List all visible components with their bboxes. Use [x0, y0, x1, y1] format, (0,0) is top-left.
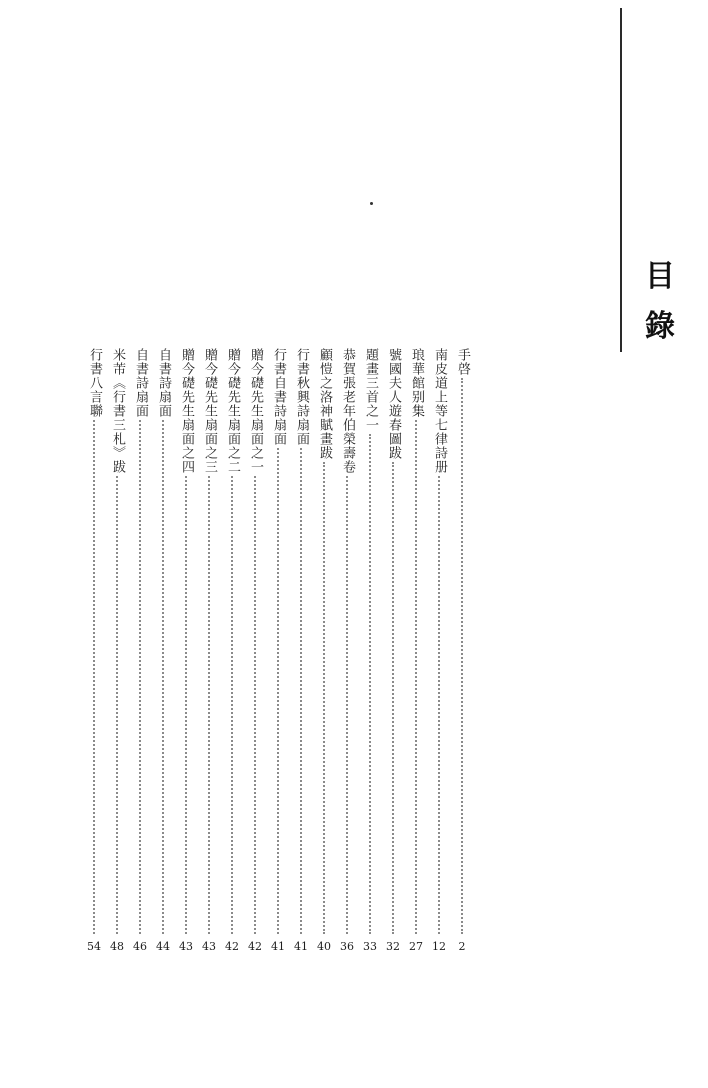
toc-entry[interactable]: [269, 348, 287, 954]
entry-page: 43: [202, 940, 216, 953]
entry-page: 42: [248, 940, 262, 953]
entry-page: 27: [409, 940, 423, 953]
heading-char-2: 錄: [645, 309, 675, 344]
toc-entry[interactable]: [407, 348, 425, 954]
entry-page: 36: [340, 940, 354, 953]
entry-page: 2: [458, 940, 466, 953]
dot-leader: [277, 448, 279, 934]
entry-page: 32: [386, 940, 400, 953]
toc-entry[interactable]: [430, 348, 448, 954]
entry-page: 46: [133, 940, 147, 953]
entry-page: 40: [317, 940, 331, 953]
heading-char-1: 目: [645, 259, 675, 294]
entry-title: 恭賀張老年伯榮壽卷: [340, 348, 355, 474]
entry-title: 號國夫人遊春圖跋: [386, 348, 401, 460]
entry-title: 贈今礎先生扇面之三: [202, 348, 217, 474]
dot-leader: [93, 420, 95, 934]
entry-title: 行書秋興詩扇面: [294, 348, 309, 446]
toc-entry[interactable]: [315, 348, 333, 954]
dot-leader: [323, 462, 325, 934]
toc-entry[interactable]: [223, 348, 241, 954]
toc-heading: [634, 259, 686, 362]
dot-leader: [392, 462, 394, 934]
dot-leader: [461, 378, 463, 934]
entry-title: 行書八言聯: [87, 348, 102, 418]
dot-leader: [185, 476, 187, 934]
dot-leader: [208, 476, 210, 934]
dot-leader: [254, 476, 256, 934]
toc-entry[interactable]: [453, 348, 471, 954]
entry-title: 手啓: [455, 348, 470, 376]
dot-leader: [415, 420, 417, 934]
dot-leader: [438, 476, 440, 934]
toc-entry[interactable]: [361, 348, 379, 954]
entry-page: 44: [156, 940, 170, 953]
entry-title: 行書自書詩扇面: [271, 348, 286, 446]
entry-title: 琅華館别集: [409, 348, 424, 418]
toc-entry[interactable]: [108, 348, 126, 954]
entry-title: 自書詩扇面: [156, 348, 171, 418]
dot-leader: [162, 420, 164, 934]
toc-entry[interactable]: [200, 348, 218, 954]
toc-entry[interactable]: [177, 348, 195, 954]
entry-title: 贈今礎先生扇面之一: [248, 348, 263, 474]
toc-entry[interactable]: [131, 348, 149, 954]
toc-entry[interactable]: [85, 348, 103, 954]
vertical-rule: [620, 8, 622, 352]
print-speck: [370, 202, 373, 205]
entry-page: 48: [110, 940, 124, 953]
entry-page: 42: [225, 940, 239, 953]
entry-title: 題畫三首之一: [363, 348, 378, 432]
entry-title: 南皮道上等七律詩册: [432, 348, 447, 474]
entry-page: 12: [432, 940, 446, 953]
entry-page: 54: [87, 940, 101, 953]
toc-entry[interactable]: [246, 348, 264, 954]
toc-entry[interactable]: [292, 348, 310, 954]
entry-title: 米芾《行書三札》跋: [110, 348, 125, 474]
dot-leader: [300, 448, 302, 934]
dot-leader: [231, 476, 233, 934]
toc-entry[interactable]: [154, 348, 172, 954]
entry-page: 43: [179, 940, 193, 953]
entry-page: 41: [271, 940, 285, 953]
entry-title: 顧愷之洛神賦畫跋: [317, 348, 332, 460]
dot-leader: [139, 420, 141, 934]
dot-leader: [346, 476, 348, 934]
entry-title: 自書詩扇面: [133, 348, 148, 418]
entry-title: 贈今礎先生扇面之四: [179, 348, 194, 474]
entry-page: 33: [363, 940, 377, 953]
dot-leader: [116, 476, 118, 934]
toc-entry[interactable]: [384, 348, 402, 954]
dot-leader: [369, 434, 371, 934]
entry-page: 41: [294, 940, 308, 953]
entry-title: 贈今礎先生扇面之二: [225, 348, 240, 474]
toc-entry[interactable]: [338, 348, 356, 954]
